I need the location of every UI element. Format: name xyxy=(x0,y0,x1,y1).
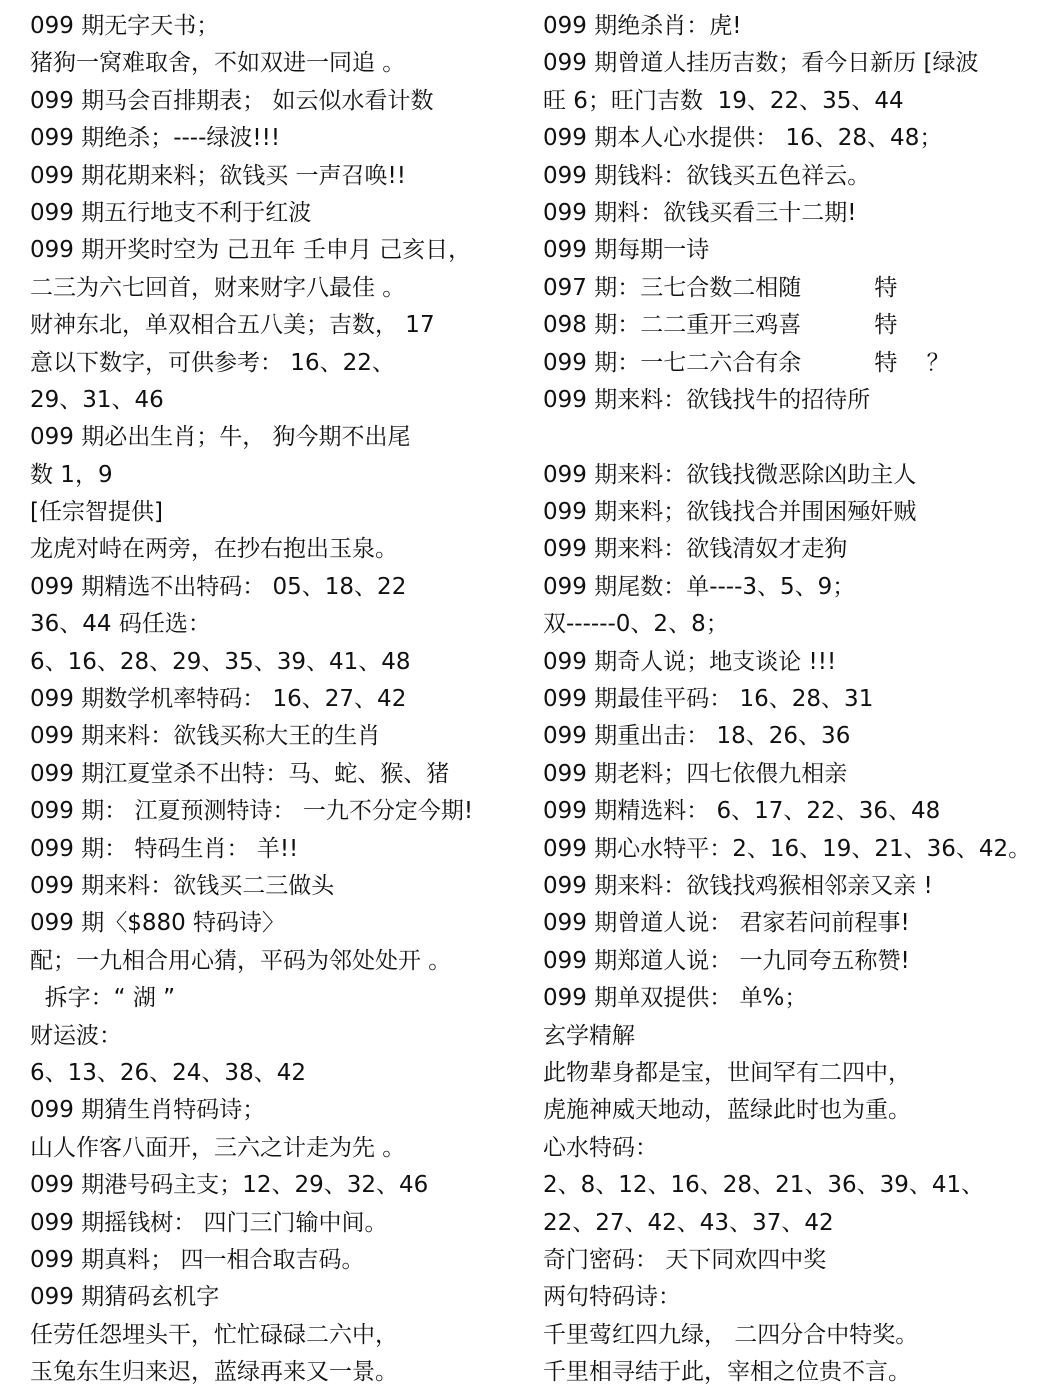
text-line: 098 期：二二重开三鸡喜 特 xyxy=(543,312,898,339)
text-line: 旺 6；旺门吉数 19、22、35、44 xyxy=(543,87,904,114)
text-line: 二三为六七回首，财来财字八最佳 。 xyxy=(30,274,406,301)
text-line: 099 期精选不出特码： 05、18、22 xyxy=(30,573,407,600)
text-line: 099 期马会百排期表； 如云似水看计数 xyxy=(30,87,434,114)
text-line: 099 期料：欲钱买看三十二期! xyxy=(543,199,857,226)
text-line: 意以下数字，可供参考： 16、22、 xyxy=(30,349,395,376)
text-line: 099 期每期一诗 xyxy=(543,237,710,264)
text-line: 数 1，9 xyxy=(30,461,113,488)
text-line: 099 期本人心水提供： 16、28、48； xyxy=(543,125,943,152)
text-line: 099 期： 江夏预测特诗： 一九不分定今期! xyxy=(30,798,474,825)
text-line: 099 期钱料：欲钱买五色祥云。 xyxy=(543,162,871,189)
text-line: 虎施神威天地动，蓝绿此时也为重。 xyxy=(543,1097,911,1124)
right-column xyxy=(543,8,1033,1391)
text-line: 奇门密码： 天下同欢四中奖 xyxy=(543,1246,827,1273)
text-line: 099 期：一七二六合有余 特 ？ xyxy=(543,349,950,376)
text-line: 099 期来料：欲钱买称大王的生肖 xyxy=(30,723,381,750)
text-line: 财神东北，单双相合五八美；吉数， 17 xyxy=(30,312,435,339)
text-line: 099 期江夏堂杀不出特：马、蛇、猴、猪 xyxy=(30,760,450,787)
text-line: 099 期来料；欲钱找合并围困殛奸贼 xyxy=(543,499,917,526)
text-line: 099 期港号码主支；12、29、32、46 xyxy=(30,1172,429,1199)
text-line: 099 期来料：欲钱找牛的招待所 xyxy=(543,386,871,413)
text-line: 099 期精选料： 6、17、22、36、48 xyxy=(543,798,941,825)
text-line: 099 期老料；四七依偎九相亲 xyxy=(543,760,848,787)
text-line: 猪狗一窝难取舍，不如双进一同追 。 xyxy=(30,50,406,77)
text-line: 千里莺红四九绿， 二四分合中特奖。 xyxy=(543,1321,919,1348)
text-line: 099 期来料：欲钱找鸡猴相邻亲又亲 ! xyxy=(543,872,933,899)
text-line: 099 期真料； 四一相合取吉码。 xyxy=(30,1246,365,1273)
text-line: 099 期开奖时空为 己丑年 壬申月 己亥日， xyxy=(30,237,472,264)
text-line: 此物辈身都是宝，世间罕有二四中， xyxy=(543,1059,911,1086)
text-line: 099 期五行地支不利于红波 xyxy=(30,199,312,226)
text-line: 36、44 码任选： xyxy=(30,611,211,638)
text-line: 玉兔东生归来迟，蓝绿再来又一景。 xyxy=(30,1359,398,1386)
text-line: 099 期来料：欲钱找微恶除凶助主人 xyxy=(543,461,917,488)
text-line: 099 期单双提供： 单%； xyxy=(543,985,808,1012)
text-line: 099 期心水特平：2、16、19、21、36、42。 xyxy=(543,835,1032,862)
text-line: 099 期曾道人挂历吉数；看今日新历 [绿波 xyxy=(543,50,979,77)
text-line: 两句特码诗： xyxy=(543,1284,681,1311)
text-line: 玄学精解 xyxy=(543,1022,635,1049)
text-line: 097 期：三七合数二相随 特 xyxy=(543,274,898,301)
text-line: 财运波： xyxy=(30,1022,122,1049)
text-line: 099 期重出击： 18、26、36 xyxy=(543,723,851,750)
text-line: 099 期郑道人说： 一九同夸五称赞! xyxy=(543,947,910,974)
text-line: 099 期奇人说；地支谈论 !!! xyxy=(543,648,837,675)
text-line: 099 期〈$880 特码诗〉 xyxy=(30,910,286,937)
text-line: 099 期来料：欲钱买二三做头 xyxy=(30,872,335,899)
text-line: 龙虎对峙在两旁，在抄右抱出玉泉。 xyxy=(30,536,398,563)
text-line: 29、31、46 xyxy=(30,386,164,413)
text-line: 099 期最佳平码： 16、28、31 xyxy=(543,686,874,713)
text-line: 099 期绝杀肖：虎! xyxy=(543,13,742,39)
text-line: 099 期必出生肖；牛， 狗今期不出尾 xyxy=(30,424,411,451)
text-line: 拆字：“ 湖 ” xyxy=(30,985,176,1012)
text-line: 2、8、12、16、28、21、36、39、41、 xyxy=(543,1172,985,1199)
text-line: 099 期来料：欲钱清奴才走狗 xyxy=(543,536,848,563)
text-line: 099 期摇钱树： 四门三门输中间。 xyxy=(30,1209,388,1236)
text-line: 6、16、28、29、35、39、41、48 xyxy=(30,648,411,675)
text-line: 099 期无字天书； xyxy=(30,13,220,39)
text-line: 双------0、2、8； xyxy=(543,611,729,638)
text-line: 配；一九相合用心猜，平码为邻处处开 。 xyxy=(30,947,452,974)
text-line: 099 期猜码玄机字 xyxy=(30,1284,220,1311)
text-line: 心水特码： xyxy=(543,1134,658,1161)
text-line: 099 期： 特码生肖： 羊!! xyxy=(30,835,299,862)
text-line: 山人作客八面开，三六之计走为先 。 xyxy=(30,1134,406,1161)
text-line: 099 期猜生肖特码诗； xyxy=(30,1097,266,1124)
text-line: 099 期曾道人说： 君家若问前程事! xyxy=(543,910,910,937)
text-line: 099 期数学机率特码： 16、27、42 xyxy=(30,686,407,713)
left-column xyxy=(30,8,520,1391)
text-line: 099 期尾数：单----3、5、9； xyxy=(543,573,856,600)
text-line: 099 期花期来料；欲钱买 一声召唤!! xyxy=(30,162,406,189)
text-line xyxy=(543,419,1033,456)
text-line: 千里相寻结于此，宰相之位贵不言。 xyxy=(543,1359,911,1386)
text-line: 099 期绝杀；----绿波!!! xyxy=(30,125,281,152)
text-line: [任宗智提供] xyxy=(30,499,163,526)
text-line: 6、13、26、24、38、42 xyxy=(30,1059,306,1086)
text-line: 22、27、42、43、37、42 xyxy=(543,1209,834,1236)
text-line: 任劳任怨埋头干，忙忙碌碌二六中， xyxy=(30,1321,398,1348)
